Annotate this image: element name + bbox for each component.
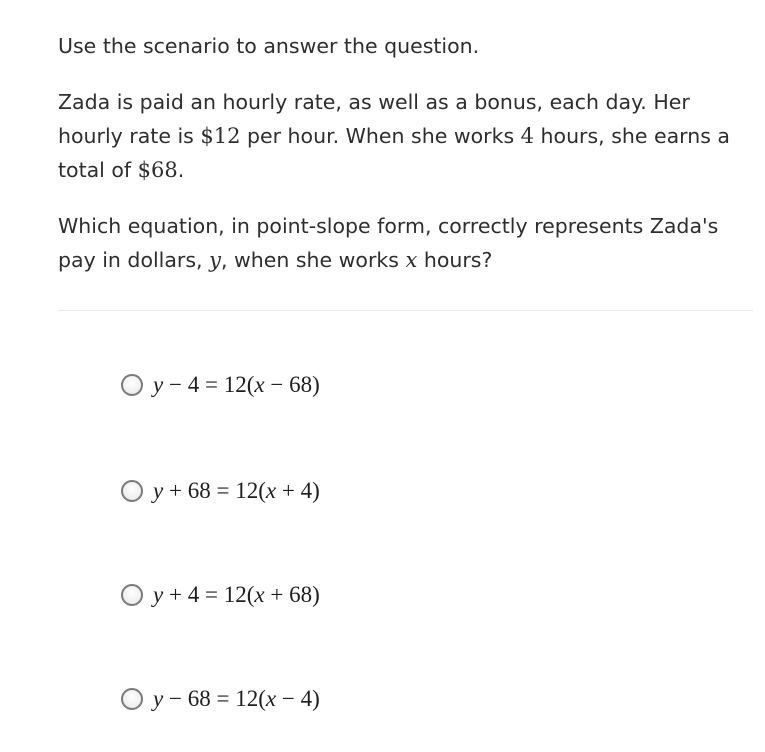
question-part-1: Which equation, in point-slope form, correctly represents Zada's pay in dollars, (58, 214, 719, 272)
hourly-rate: $12 (200, 124, 241, 148)
question-text (58, 209, 753, 277)
scenario-part-2: per hour. When she works (240, 124, 521, 148)
divider (58, 310, 753, 311)
choice-label-2: y + 68 = 12(x + 4) (153, 478, 320, 503)
variable-x: x (405, 248, 418, 272)
scenario-part-4: . (177, 158, 185, 182)
hours-worked: 4 (520, 124, 535, 148)
total-earned: $68 (137, 158, 178, 182)
radio-button-1[interactable] (121, 374, 143, 396)
choice-label-4: y − 68 = 12(x − 4) (153, 686, 320, 711)
scenario-part-1: Zada is paid an hourly rate, as well as a bonus, each day. Her hourly rate is (58, 90, 690, 148)
instruction-text: Use the scenario to answer the question. (58, 34, 480, 58)
radio-button-2[interactable] (121, 480, 143, 502)
answer-choice-3[interactable] (121, 580, 320, 610)
variable-y: y (209, 248, 221, 272)
answer-choice-1[interactable] (121, 370, 320, 400)
scenario-text (58, 85, 753, 187)
radio-button-4[interactable] (121, 688, 143, 710)
answer-choice-2[interactable] (121, 476, 320, 506)
question-part-3: hours? (417, 248, 493, 272)
question-part-2: , when she works (220, 248, 406, 272)
answer-choice-4[interactable] (121, 684, 320, 714)
choice-label-1: y − 4 = 12(x − 68) (153, 372, 320, 397)
choice-label-3: y + 4 = 12(x + 68) (153, 582, 320, 607)
scenario-part-3: hours, she earns a total of (58, 124, 730, 182)
radio-button-3[interactable] (121, 584, 143, 606)
